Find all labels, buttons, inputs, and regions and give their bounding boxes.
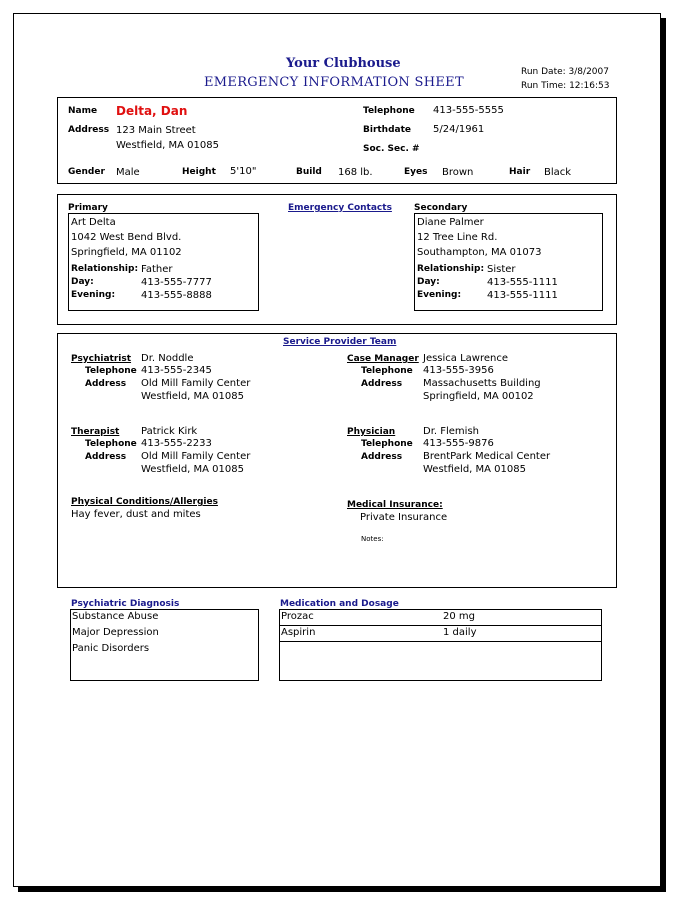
case-manager-address1: Massachusetts Building [423, 378, 541, 389]
run-date [521, 66, 609, 79]
report-title: EMERGENCY INFORMATION SHEET [204, 75, 464, 90]
service-provider-title: Service Provider Team [283, 337, 397, 347]
psychiatrist-address2: Westfield, MA 01085 [141, 391, 244, 402]
physician-telephone-label: Telephone [361, 439, 413, 449]
case-manager-address2: Springfield, MA 00102 [423, 391, 534, 402]
primary-contact-name: Art Delta [71, 217, 116, 228]
run-time-label: Run Time: [521, 81, 567, 91]
secondary-relationship: Sister [487, 264, 516, 275]
member-address-line1: 123 Main Street [116, 125, 196, 136]
member-height: 5'10" [230, 166, 257, 177]
name-label: Name [68, 106, 98, 116]
medication-title: Medication and Dosage [280, 599, 399, 609]
therapist-address2: Westfield, MA 01085 [141, 464, 244, 475]
psychiatrist-address-label: Address [85, 379, 127, 389]
hair-label: Hair [509, 167, 531, 177]
insurance-value: Private Insurance [360, 512, 448, 523]
secondary-day-label: Day: [417, 277, 440, 287]
secondary-evening-label: Evening: [417, 290, 462, 300]
psychiatrist-name: Dr. Noddle [141, 353, 194, 364]
birthdate-label: Birthdate [363, 125, 412, 135]
member-telephone: 413-555-5555 [433, 105, 504, 116]
secondary-label: Secondary [414, 203, 468, 213]
secondary-contact-name: Diane Palmer [417, 217, 484, 228]
org-name: Your Clubhouse [286, 56, 401, 71]
therapist-telephone: 413-555-2233 [141, 438, 212, 449]
member-name: Delta, Dan [116, 104, 188, 118]
medication-table [279, 609, 602, 681]
primary-evening-label: Evening: [71, 290, 116, 300]
eyes-label: Eyes [404, 167, 428, 177]
medication-name: Prozac [281, 611, 314, 622]
member-build: 168 lb. [338, 167, 373, 178]
psychiatrist-address1: Old Mill Family Center [141, 378, 251, 389]
psychiatrist-telephone: 413-555-2345 [141, 365, 212, 376]
therapist-name: Patrick Kirk [141, 426, 198, 437]
diagnosis-title: Psychiatric Diagnosis [71, 599, 180, 609]
member-eyes: Brown [442, 167, 474, 178]
diagnosis-item: Major Depression [72, 627, 159, 638]
primary-label: Primary [68, 203, 108, 213]
diagnosis-item: Panic Disorders [72, 643, 150, 654]
build-label: Build [296, 167, 322, 177]
ssn-label: Soc. Sec. # [363, 144, 420, 154]
insurance-label: Medical Insurance: [347, 500, 443, 510]
diagnosis-item: Substance Abuse [72, 611, 159, 622]
primary-contact-city: Springfield, MA 01102 [71, 247, 182, 258]
secondary-relationship-label: Relationship: [417, 264, 485, 274]
primary-contact-street: 1042 West Bend Blvd. [71, 232, 182, 243]
gender-label: Gender [68, 167, 105, 177]
secondary-contact-city: Southampton, MA 01073 [417, 247, 542, 258]
physician-address1: BrentPark Medical Center [423, 451, 551, 462]
therapist-telephone-label: Telephone [85, 439, 137, 449]
run-date-value: 3/8/2007 [568, 67, 609, 77]
physician-name: Dr. Flemish [423, 426, 480, 437]
emergency-contacts-title: Emergency Contacts [288, 203, 392, 213]
secondary-evening-phone: 413-555-1111 [487, 290, 558, 301]
member-birthdate: 5/24/1961 [433, 124, 485, 135]
primary-relationship-label: Relationship: [71, 264, 139, 274]
medication-dosage: 20 mg [443, 611, 475, 622]
primary-relationship: Father [141, 264, 173, 275]
case-manager-telephone-label: Telephone [361, 366, 413, 376]
physician-address2: Westfield, MA 01085 [423, 464, 526, 475]
medication-row-divider [279, 625, 602, 626]
therapist-label: Therapist [71, 427, 120, 437]
member-hair: Black [544, 167, 572, 178]
secondary-contact-street: 12 Tree Line Rd. [417, 232, 498, 243]
case-manager-address-label: Address [361, 379, 403, 389]
member-address-line2: Westfield, MA 01085 [116, 140, 219, 151]
conditions-label: Physical Conditions/Allergies [71, 497, 218, 507]
telephone-label: Telephone [363, 106, 415, 116]
height-label: Height [182, 167, 216, 177]
primary-day-phone: 413-555-7777 [141, 277, 212, 288]
run-time-value: 12:16:53 [569, 81, 610, 91]
psychiatrist-label: Psychiatrist [71, 354, 132, 364]
therapist-address1: Old Mill Family Center [141, 451, 251, 462]
psychiatrist-telephone-label: Telephone [85, 366, 137, 376]
address-label: Address [68, 125, 110, 135]
physician-telephone: 413-555-9876 [423, 438, 494, 449]
medication-dosage: 1 daily [443, 627, 477, 638]
conditions-value: Hay fever, dust and mites [71, 509, 201, 520]
physician-label: Physician [347, 427, 396, 437]
case-manager-name: Jessica Lawrence [423, 353, 509, 364]
secondary-day-phone: 413-555-1111 [487, 277, 558, 288]
run-date-label: Run Date: [521, 67, 566, 77]
case-manager-telephone: 413-555-3956 [423, 365, 494, 376]
medication-row-divider [279, 641, 602, 642]
primary-evening-phone: 413-555-8888 [141, 290, 212, 301]
case-manager-label: Case Manager [347, 354, 419, 364]
run-time [521, 80, 609, 93]
notes-label: Notes: [361, 535, 384, 543]
member-gender: Male [116, 167, 140, 178]
therapist-address-label: Address [85, 452, 127, 462]
physician-address-label: Address [361, 452, 403, 462]
medication-name: Aspirin [281, 627, 316, 638]
report-page [13, 13, 661, 887]
primary-day-label: Day: [71, 277, 94, 287]
